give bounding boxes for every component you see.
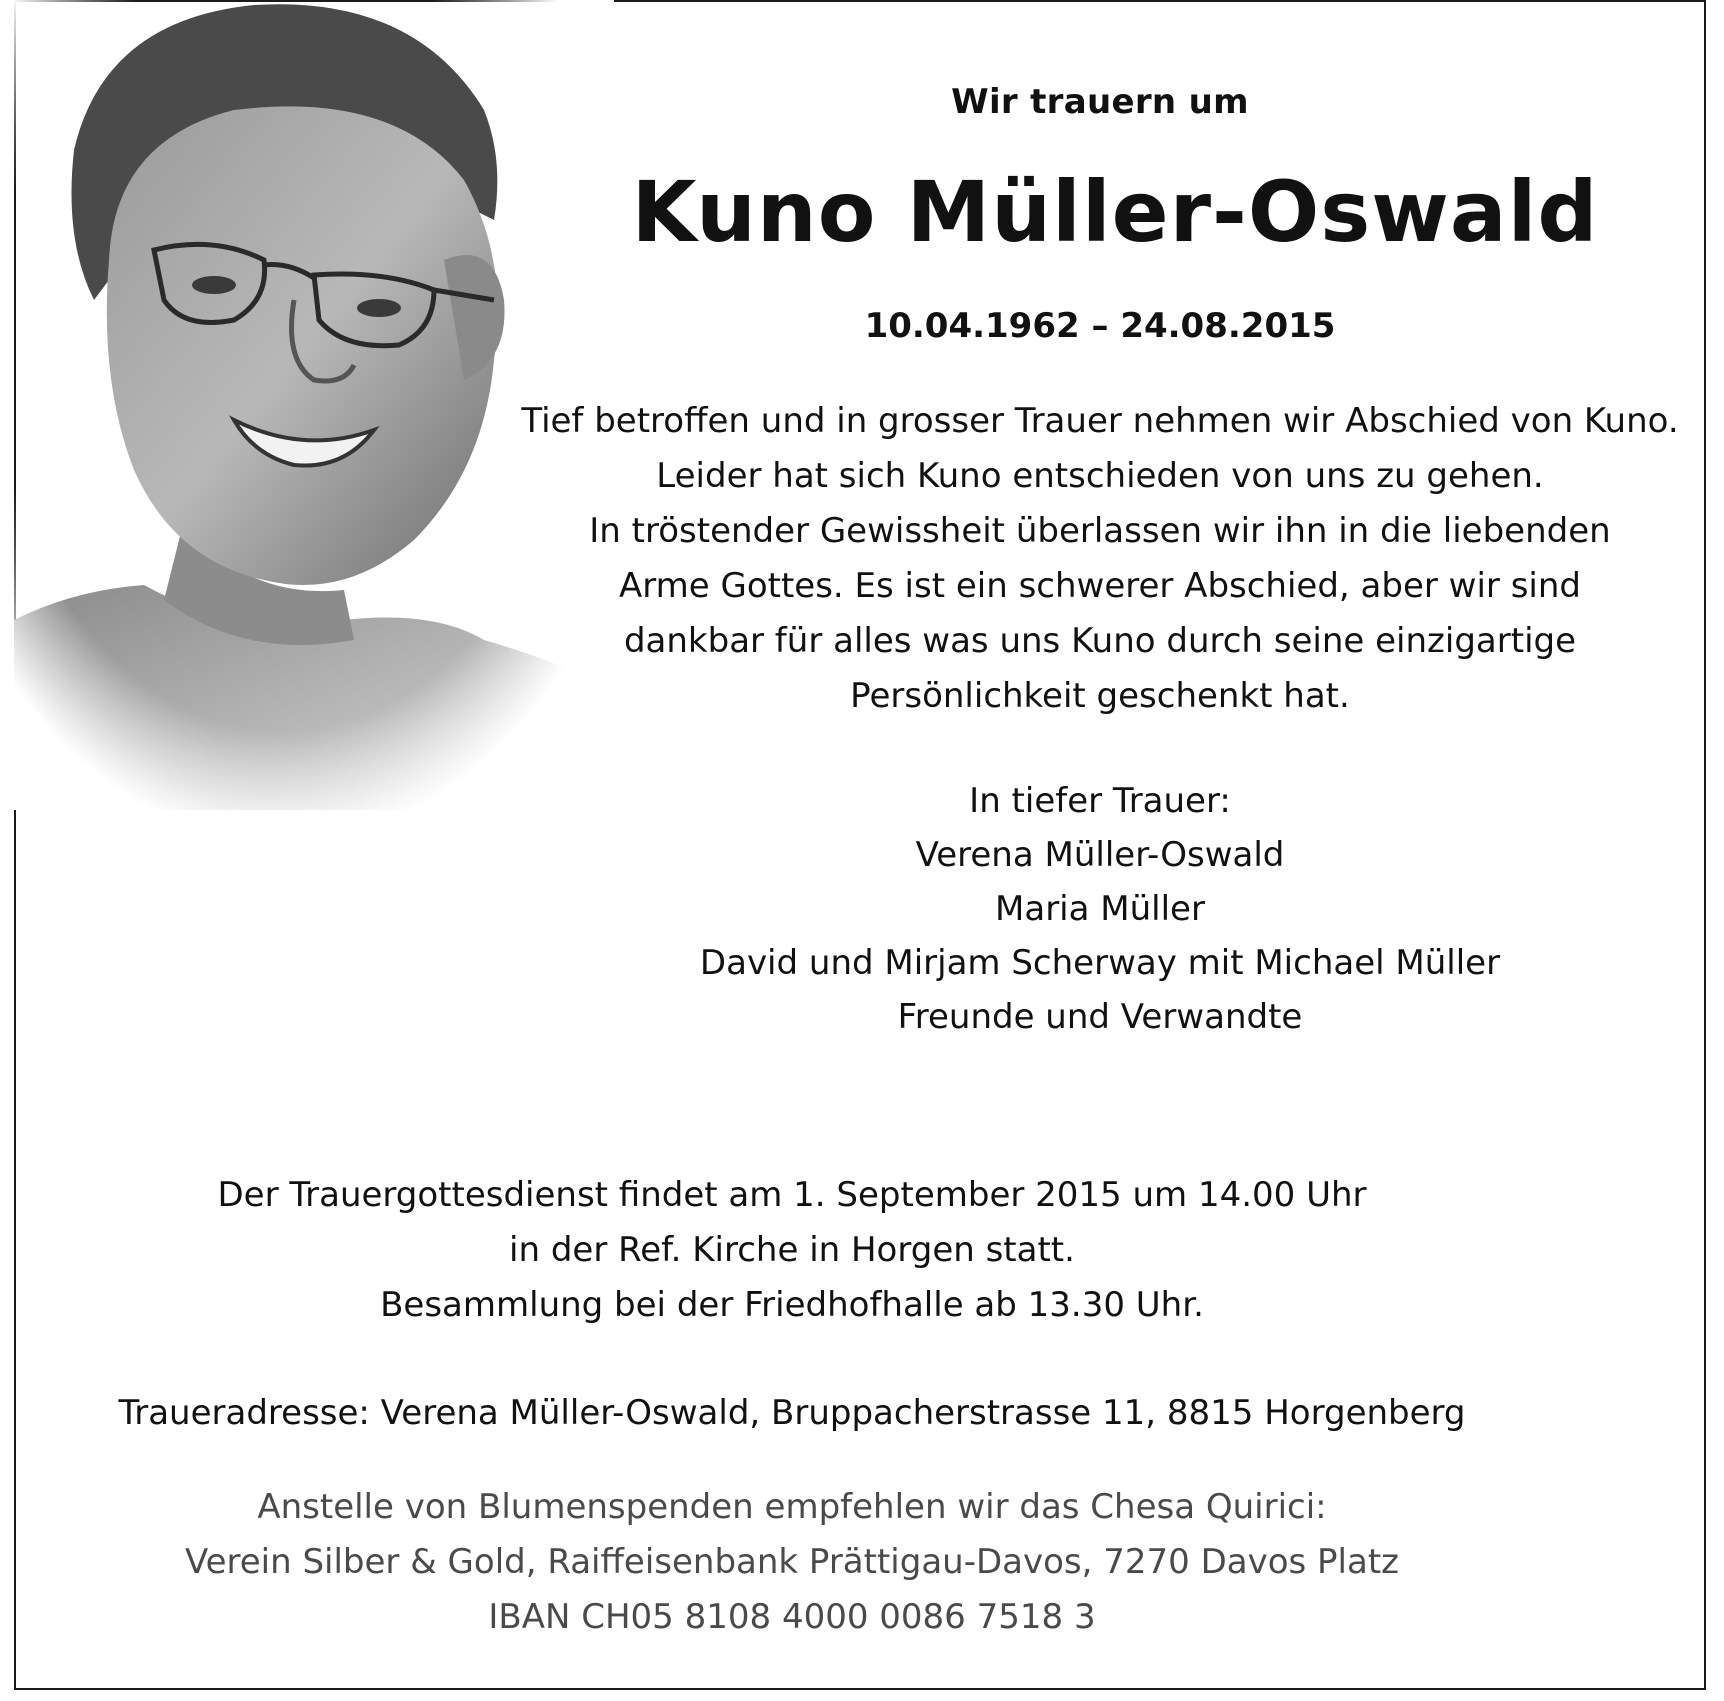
message-line: Leider hat sich Kuno entschieden von uns zu gehen. <box>656 456 1544 496</box>
donation-line: Anstelle von Blumenspenden empfehlen wir das Chesa Quirici: <box>257 1487 1327 1527</box>
service-details <box>0 1168 1724 1333</box>
service-line: Besammlung bei der Friedhofhalle ab 13.30 Uhr. <box>380 1285 1204 1325</box>
service-line: in der Ref. Kirche in Horgen statt. <box>509 1230 1075 1270</box>
message-line: Arme Gottes. Es ist ein schwerer Abschied, aber wir sind <box>619 566 1581 606</box>
deceased-name: Kuno Müller-Oswald <box>631 163 1599 261</box>
mourner-name: David und Mirjam Scherway mit Michael Müller <box>699 943 1501 983</box>
mourner-name: Maria Müller <box>995 889 1205 929</box>
condolence-message <box>490 394 1710 724</box>
intro-text: Wir trauern um <box>951 82 1249 122</box>
mourners-heading: In tiefer Trauer: <box>969 781 1231 821</box>
service-line: Der Trauergottesdienst findet am 1. September 2015 um 14.00 Uhr <box>217 1175 1367 1215</box>
mourning-address: Traueradresse: Verena Müller-Oswald, Bruppacherstrasse 11, 8815 Horgenberg <box>118 1393 1466 1433</box>
message-line: In tröstender Gewissheit überlassen wir ihn in die liebenden <box>589 511 1611 551</box>
donation-line: Verein Silber & Gold, Raiffeisenbank Prättigau-Davos, 7270 Davos Platz <box>184 1542 1400 1582</box>
donation-info <box>0 1480 1724 1645</box>
life-dates: 10.04.1962 – 24.08.2015 <box>864 306 1336 346</box>
donation-line: IBAN CH05 8108 4000 0086 7518 3 <box>488 1597 1096 1637</box>
message-line: dankbar für alles was uns Kuno durch seine einzigartige <box>623 621 1577 661</box>
mourner-name: Verena Müller-Oswald <box>915 835 1285 875</box>
message-line: Tief betroffen und in grosser Trauer nehmen wir Abschied von Kuno. <box>521 401 1679 441</box>
mourners-list <box>490 774 1710 1044</box>
message-line: Persönlichkeit geschenkt hat. <box>850 676 1350 716</box>
mourner-name: Freunde und Verwandte <box>897 997 1303 1037</box>
